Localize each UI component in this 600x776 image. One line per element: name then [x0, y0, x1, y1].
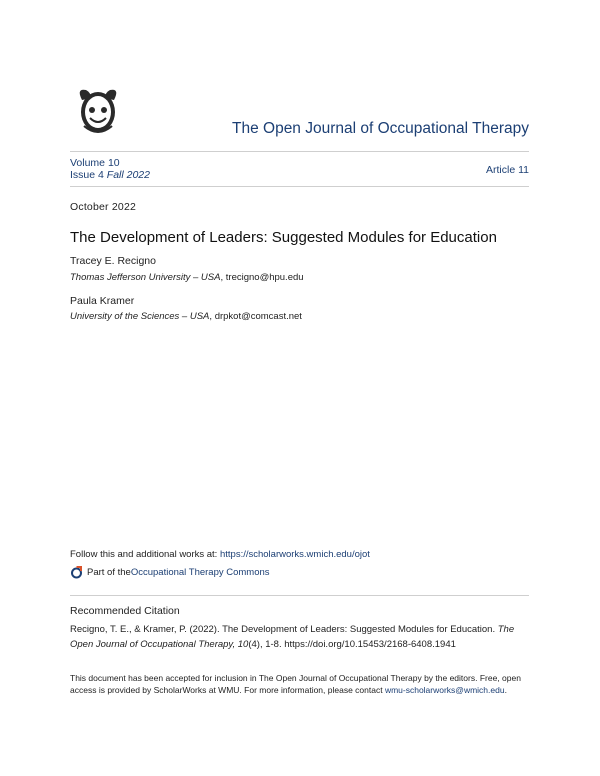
author-name: Tracey E. Recigno	[70, 255, 156, 267]
repository-link[interactable]: https://scholarworks.wmich.edu/ojot	[219, 549, 370, 560]
author-email[interactable]: drpkot@comcast.net	[214, 311, 302, 322]
author-affiliation: Thomas Jefferson University – USA, trecigno@hpu.edu	[70, 272, 304, 283]
author-name: Paula Kramer	[70, 295, 135, 307]
author-affiliation: University of the Sciences – USA, drpkot@comcast.net	[70, 311, 302, 322]
journal-logo	[70, 82, 126, 138]
bepress-network-icon	[70, 566, 83, 579]
follow-line: Follow this and additional works at: https://scholarworks.wmich.edu/ojot	[70, 549, 370, 560]
contact-email-link[interactable]: wmu-scholarworks@wmich.edu	[384, 685, 505, 695]
part-of-line: Part of the Occupational Therapy Commons	[70, 566, 270, 579]
header-divider-top	[70, 151, 529, 152]
access-note: This document has been accepted for inclusion in The Open Journal of Occupational Therapy by the editors. Free, open access is provided by ScholarWorks at WMU. For more information, please contact wmu-scholarworks@wmich.edu.	[70, 673, 521, 695]
publication-date: October 2022	[70, 201, 137, 213]
journal-title[interactable]: The Open Journal of Occupational Therapy	[232, 120, 529, 137]
issue-label: Issue 4 Fall 2022	[70, 169, 150, 181]
header-divider-bottom	[70, 186, 529, 187]
ojot-emblem-icon	[70, 82, 126, 138]
volume-label: Volume 10	[70, 157, 120, 169]
doi-link[interactable]: https://doi.org/10.15453/2168-6408.1941	[284, 639, 456, 650]
discipline-link[interactable]: Occupational Therapy Commons	[130, 567, 270, 578]
citation-divider	[70, 595, 529, 596]
article-number[interactable]: Article 11	[486, 164, 529, 176]
paper-title[interactable]: The Development of Leaders: Suggested Modules for Education	[70, 229, 497, 246]
citation-heading: Recommended Citation	[70, 605, 180, 617]
author-email[interactable]: trecigno@hpu.edu	[225, 272, 304, 283]
volume-issue[interactable]	[70, 157, 150, 181]
citation-text: Recigno, T. E., & Kramer, P. (2022). The Development of Leaders: Suggested Modules for Education. The Open Journal of Occupational Therapy, 10(4), 1-8. https://doi.org/10.15453/2168-6408.1941	[70, 624, 515, 650]
